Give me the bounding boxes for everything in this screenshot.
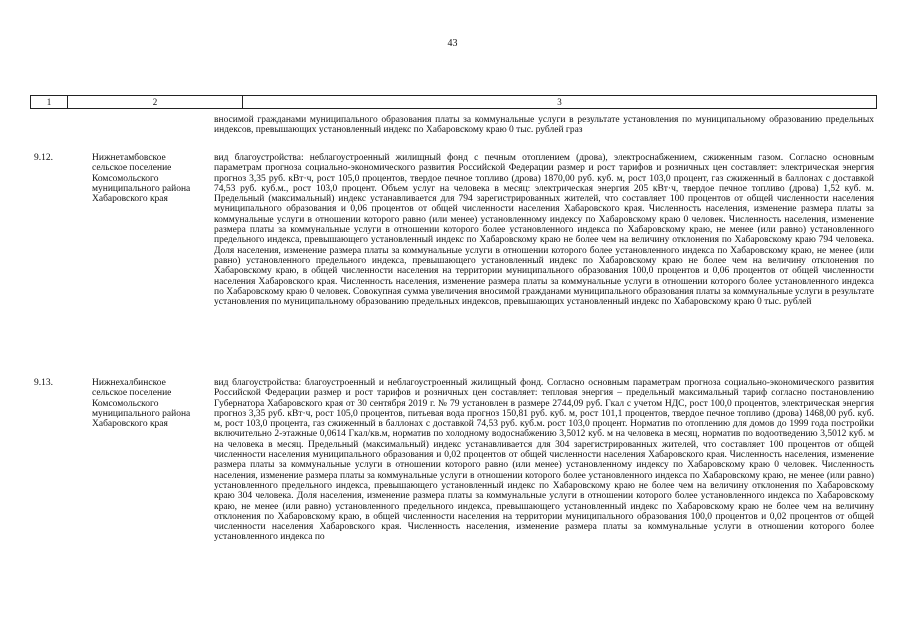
row-description: вид благоустройства: благоустроенный и неблагоустроенный жилищный фонд. Согласно основным параметрам прогноза социально-экономического развития Российской Федерации размер и рост тарифов и розничных цен составляет: тепловая энергия – предельный максимальный тариф согласно постановлению Губернатора Хабаровского края от 30 сентября 2019 г. № 79 установлен в размере 2744,09 руб. Гкал с учетом НДС, рост 100,0 процентов, электрическая энергия прогноз 3,35 руб. кВт·ч, рост 105,0 процентов, питьевая вода прогноз 150,81 руб. куб. м, рост 101,1 процентов, твердое печное топливо (дрова) 1468,00 руб. куб. м, рост 103,0 процента, газ сжиженный в баллонах с доставкой 74,53 руб. куб.м. рост 103,0 процент. Норматив по отоплению для домов до 1999 года постройки включительно 2-этажные 0,0614 Гкал/кв.м, норматив по холодному водоснабжению 3,5012 куб. м на человека в месяц, норматив по водоотведению 3,5012 куб. м на человека в месяц. Предельный (максимальный) индекс устанавливается для 304 зарегистрированных жителей, что составляет 100 процентов от общей численности населения муниципального образования и 0,02 процентов от общей численности населения Хабаровского края. Численность населения, изменение размера платы за коммунальные услуги в отношении которого равно (или менее) установленному индексу по Хабаровскому краю 0 человек. Численность населения, изменение размера платы за коммунальные услуги в отношении которого более установленного индекса по Хабаровскому краю, не менее (или равно) установленного предельного индекса, превышающего установленный индекс по Хабаровскому краю не более чем на величину отклонения по Хабаровскому краю 304 человека. Доля населения, изменение размера платы за коммунальные услуги в отношении которого более установленного индекса по Хабаровскому краю, не менее (или равно) установленного предельного индекса, превышающего установленный индекс по Хабаровскому краю не более чем на величину отклонения по Хабаровскому краю, в общей численности населения на территории муниципального образования 100,0 процентов и 0,02 процентов от общей численности населения Хабаровского края. Численность населения, изменение размера платы за коммунальные услуги в отношении которого более установленного индекса по (214, 378, 874, 543)
continuation-text: вносимой гражданами муниципального образования платы за коммунальные услуги в результате установления по муниципальному образованию предельных индексов, превышающих установленный индекс по Хабаровскому краю 0 тыс. рублей граз (214, 115, 874, 136)
column-header-table (30, 95, 877, 109)
column-header-3: 3 (243, 96, 877, 109)
row-number: 9.13. (34, 378, 53, 388)
municipality-name: Нижнехалбинское сельское поселение Комсомольского муниципального района Хабаровского края (92, 378, 191, 430)
municipality-name: Нижнетамбовское сельское поселение Комсомольского муниципального района Хабаровского края (92, 153, 191, 205)
row-number: 9.12. (34, 153, 53, 163)
column-header-row (31, 96, 877, 109)
page-number: 43 (447, 38, 458, 49)
row-description: вид благоустройства: неблагоустроенный жилищный фонд с печным отоплением (дрова), электроснабжением, сжиженным газом. Согласно основным параметрам прогноза социально-экономического развития Российской Федерации размер и рост тарифов и розничных цен составляет: электрическая энергия прогноз 3,35 руб. кВт·ч, рост 105,0 процентов, твердое печное топливо (дрова) 1870,00 руб. куб. м, рост 103,0 процент, газ сжиженный в баллонах с доставкой 74,53 руб. куб.м., рост 103,0 процент. Объем услуг на человека в месяц: электрическая энергия 205 кВт·ч, твердое печное топливо (дрова) 1,52 куб. м. Предельный (максимальный) индекс устанавливается для 794 зарегистрированных жителей, что составляет 100 процентов от общей численности населения муниципального образования и 0,06 процентов от общей численности населения Хабаровского края. Численность населения, изменение размера платы за коммунальные услуги в отношении которого равно (или менее) установленному индексу по Хабаровскому краю 0 человек. Численность населения, изменение размера платы за коммунальные услуги в отношении которого более установленного индекса по Хабаровскому краю, не менее (или равно) установленного предельного индекса, превышающего установленный индекс по Хабаровскому краю не более чем на величину отклонения по Хабаровскому краю 794 человека. Доля населения, изменение размера платы за коммунальные услуги в отношении которого более установленного индекса по Хабаровскому краю, не менее (или равно) установленного предельного индекса, превышающего установленный индекс по Хабаровскому краю не более чем на величину отклонения по Хабаровскому краю, в общей численности населения на территории муниципального образования 100,0 процентов и 0,06 процентов от общей численности населения Хабаровского края. Численность населения, изменение размера платы за коммунальные услуги в отношении которого более установленного индекса по Хабаровскому краю 0 человек. Совокупная сумма увеличения вносимой гражданами муниципального образования платы за коммунальные услуги в результате установления по муниципальному образованию предельных индексов, превышающих установленный индекс по Хабаровскому краю 0 тыс. рублей (214, 153, 874, 308)
column-header-1: 1 (31, 96, 68, 109)
column-header-2: 2 (68, 96, 243, 109)
